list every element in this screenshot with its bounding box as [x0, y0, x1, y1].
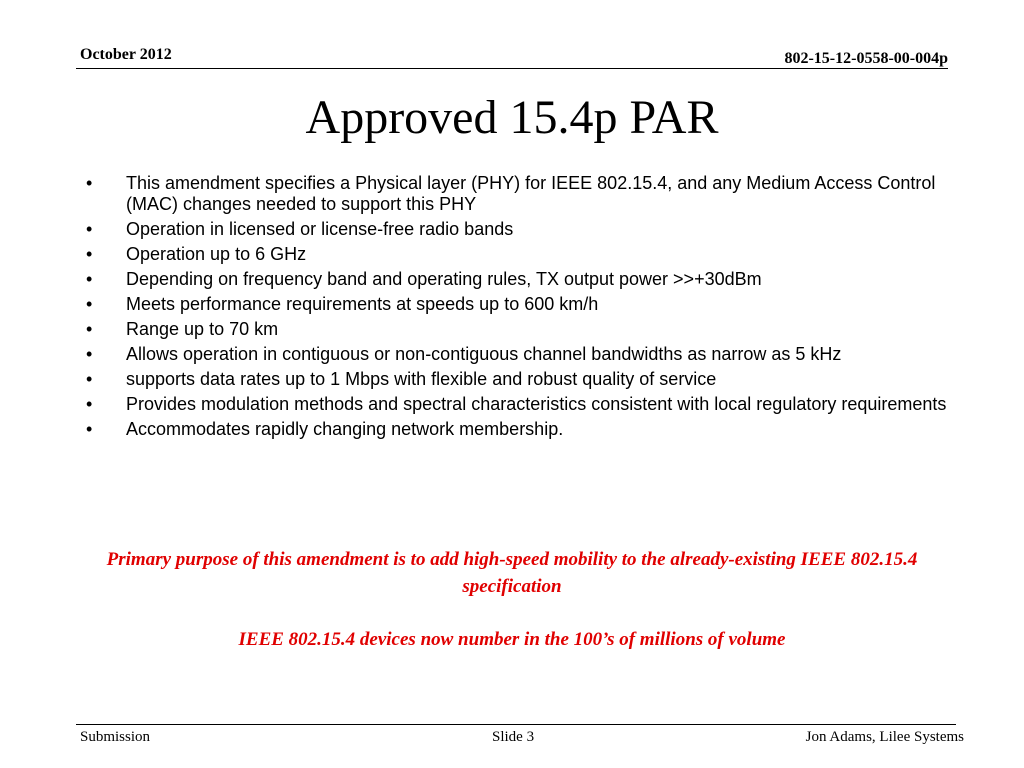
bullet-dot: •: [86, 244, 93, 264]
header-divider: [76, 68, 948, 69]
footer-submission: Submission: [80, 729, 151, 745]
bullet-text: Accommodates rapidly changing network membership.: [126, 419, 564, 439]
slide-title: Approved 15.4p PAR: [305, 91, 719, 144]
bullet-text: Provides modulation methods and spectral characteristics consistent with local regulatory requirements: [126, 394, 947, 414]
bullet-item: [86, 244, 950, 265]
bullet-item: [86, 394, 950, 415]
bullet-item: [86, 369, 950, 390]
purpose-statement: Primary purpose of this amendment is to add high-speed mobility to the already-existing IEEE 802.15.4 specification: [106, 549, 918, 597]
bullet-dot: •: [86, 394, 93, 414]
volume-statement: IEEE 802.15.4 devices now number in the 100’s of millions of volume: [238, 629, 786, 650]
bullet-list: [86, 173, 950, 444]
bullet-dot: •: [86, 173, 93, 193]
bullet-item: [86, 219, 950, 240]
bullet-text: Operation in licensed or license-free radio bands: [126, 219, 514, 239]
bullet-text: This amendment specifies a Physical layer (PHY) for IEEE 802.15.4, and any Medium Access Control (MAC) changes needed to support this PHY: [126, 173, 936, 214]
bullet-item: [86, 294, 950, 315]
footer-author: Jon Adams, Lilee Systems: [805, 729, 964, 745]
bullet-item: [86, 269, 950, 290]
bullet-text: Allows operation in contiguous or non-contiguous channel bandwidths as narrow as 5 kHz: [126, 344, 842, 364]
bullet-text: Depending on frequency band and operating rules, TX output power >>+30dBm: [126, 269, 762, 289]
bullet-dot: •: [86, 269, 93, 289]
bullet-dot: •: [86, 344, 93, 364]
footer-slide-number: Slide 3: [492, 729, 535, 745]
header-document-id: 802-15-12-0558-00-004p: [784, 50, 948, 67]
bullet-dot: •: [86, 369, 93, 389]
bullet-item: [86, 319, 950, 340]
bullet-item: [86, 419, 950, 440]
bullet-dot: •: [86, 219, 93, 239]
header-date: October 2012: [80, 46, 172, 63]
footer-divider: [76, 724, 956, 725]
bullet-text: Meets performance requirements at speeds up to 600 km/h: [126, 294, 599, 314]
bullet-dot: •: [86, 319, 93, 339]
bullet-dot: •: [86, 294, 93, 314]
bullet-item: [86, 173, 950, 215]
bullet-text: Range up to 70 km: [126, 319, 279, 339]
bullet-item: [86, 344, 950, 365]
bullet-text: Operation up to 6 GHz: [126, 244, 307, 264]
bullet-text: supports data rates up to 1 Mbps with flexible and robust quality of service: [126, 369, 717, 389]
bullet-dot: •: [86, 419, 93, 439]
